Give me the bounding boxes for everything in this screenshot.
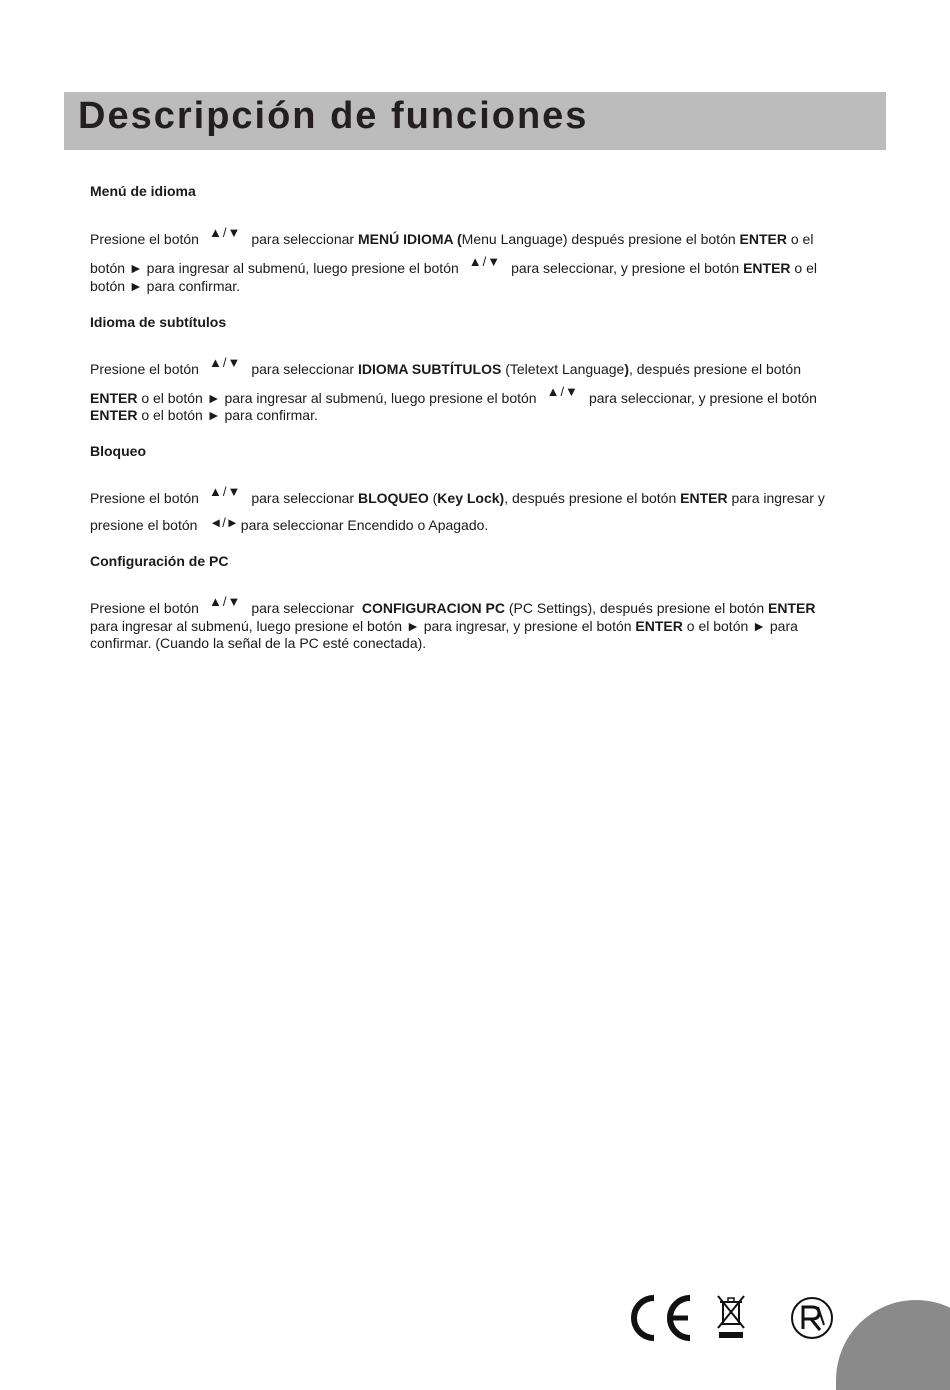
pc-line-3: confirmar. (Cuando la señal de la PC esté conectada).	[90, 635, 427, 651]
menu-line-2: botón ► para ingresar al submenú, luego presione el botón ▲/▼ para seleccionar, y presione el botón ENTER o el	[90, 254, 817, 276]
lock-line-1: Presione el botón ▲/▼ para seleccionar BLOQUEO (Key Lock), después presione el botón ENTER para ingresar y	[90, 484, 825, 506]
up-down-arrow-icon: ▲/▼	[208, 594, 242, 609]
menu-line-1: Presione el botón ▲/▼ para seleccionar MENÚ IDIOMA (Menu Language) después presione el botón ENTER o el	[90, 225, 814, 247]
weee-bin-icon	[718, 1296, 744, 1338]
menu-line-3: botón ► para confirmar.	[90, 278, 241, 294]
section-heading-subtitles: Idioma de subtítulos	[90, 314, 227, 330]
pc-line-1: Presione el botón ▲/▼ para seleccionar CONFIGURACION PC (PC Settings), después presione el botón ENTER	[90, 594, 816, 616]
section-heading-lock: Bloqueo	[90, 443, 146, 459]
left-right-arrow-icon: ◄/►	[209, 515, 239, 530]
page-title: Descripción de funciones	[78, 95, 589, 137]
title-bar	[64, 92, 886, 150]
up-down-arrow-icon: ▲/▼	[468, 254, 502, 269]
subt-line-1: Presione el botón ▲/▼ para seleccionar IDIOMA SUBTÍTULOS (Teletext Language), después presione el botón	[90, 355, 801, 377]
pc-line-2: para ingresar al submenú, luego presione el botón ► para ingresar, y presione el botón ENTER o el botón ► para	[90, 618, 798, 634]
subt-line-3: ENTER o el botón ► para confirmar.	[90, 407, 318, 423]
up-down-arrow-icon: ▲/▼	[546, 384, 579, 399]
section-heading-pc: Configuración de PC	[90, 553, 229, 569]
up-down-arrow-icon: ▲/▼	[208, 355, 242, 370]
subt-line-2: ENTER o el botón ► para ingresar al submenú, luego presione el botón ▲/▼ para seleccionar, y presione el botón	[90, 384, 817, 406]
rohs-mark-icon	[792, 1298, 832, 1338]
up-down-arrow-icon: ▲/▼	[208, 225, 242, 240]
ce-mark-icon	[634, 1298, 690, 1338]
up-down-arrow-icon: ▲/▼	[208, 484, 242, 499]
section-heading-menu: Menú de idioma	[90, 183, 196, 199]
lock-line-2: presione el botón ◄/► para seleccionar Encendido o Apagado.	[90, 515, 489, 533]
